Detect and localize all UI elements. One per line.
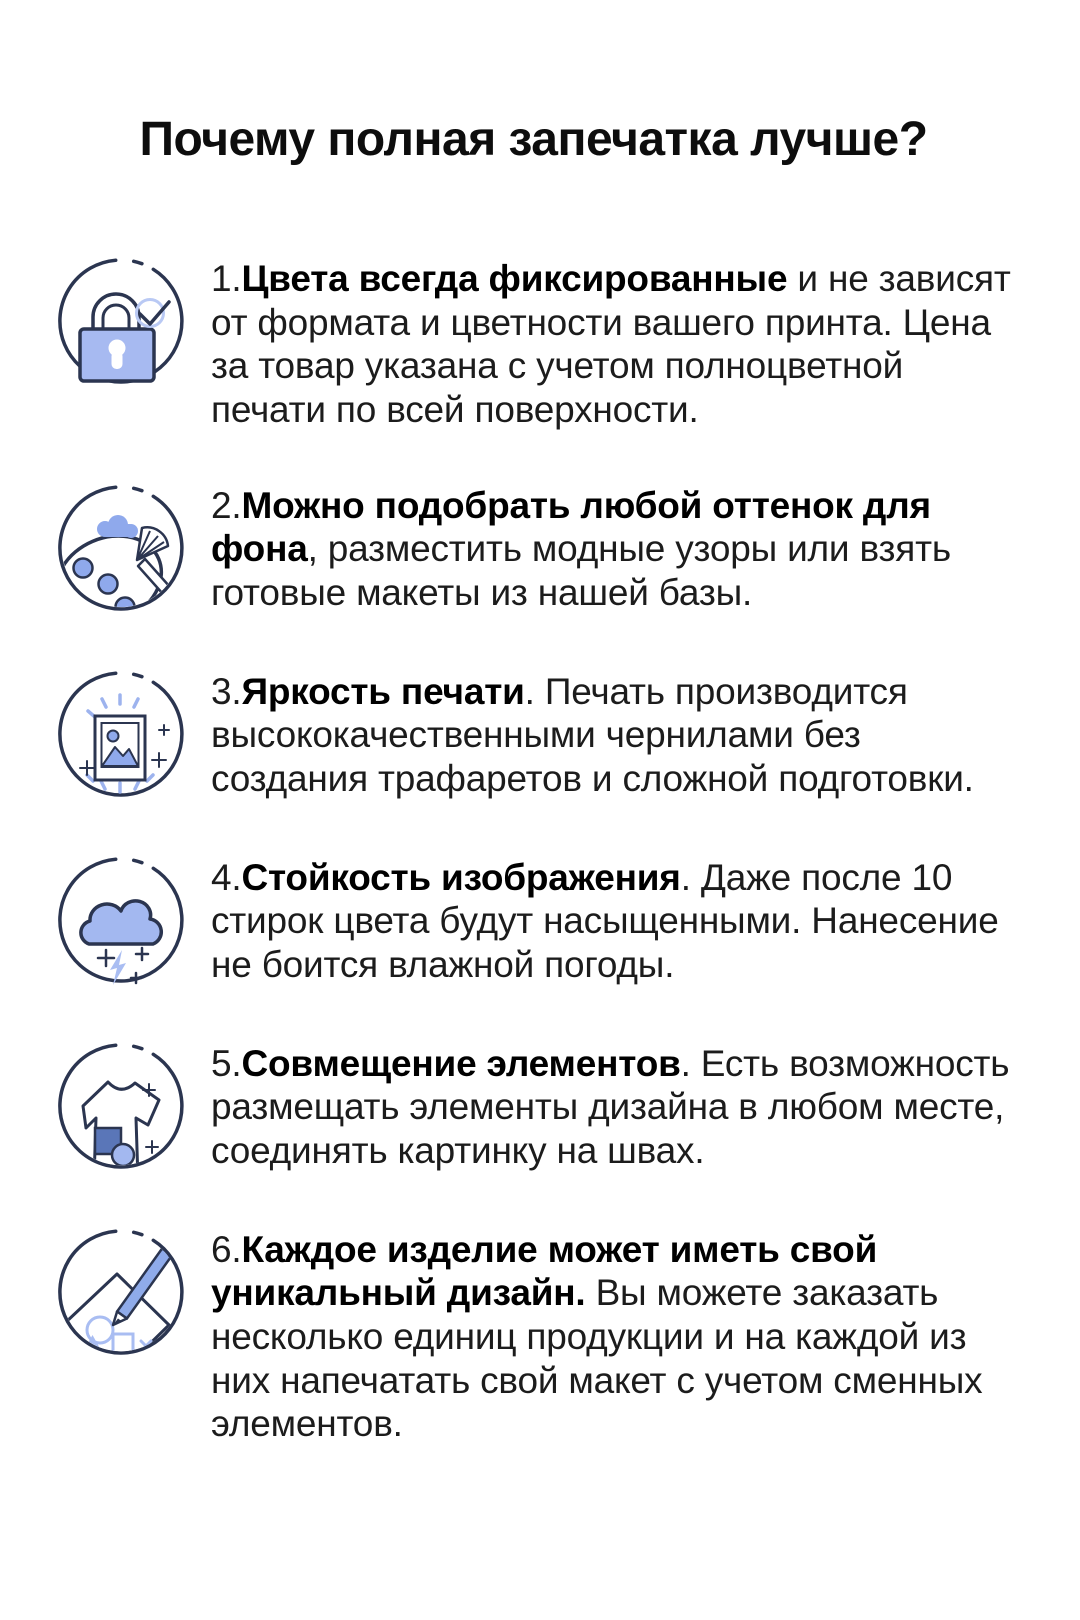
- benefit-text: [211, 482, 1012, 615]
- benefit-bold: Яркость печати: [241, 670, 525, 712]
- benefit-bold: Можно подобрать любой оттенок для фона: [211, 484, 931, 570]
- palette-brush-icon: [55, 482, 187, 618]
- benefit-number: 6.: [211, 1228, 242, 1270]
- benefit-text: [211, 255, 1012, 432]
- benefit-bold: Цвета всегда фиксированные: [241, 258, 788, 299]
- benefit-rest: , разместить модные узоры или взять готовые макеты из нашей базы.: [211, 528, 951, 613]
- benefit-number: 5.: [211, 1042, 242, 1084]
- benefit-item-6: [55, 1226, 1012, 1446]
- bright-image-icon: [55, 668, 187, 804]
- design-pencil-icon: [55, 1226, 187, 1362]
- benefit-item-3: [55, 668, 1012, 804]
- benefit-item-1: [55, 255, 1012, 432]
- benefit-rest: . Есть возможность размещать элементы дизайна в любом месте, соединять картинку на швах.: [211, 1042, 1010, 1171]
- benefit-item-2: [55, 482, 1012, 618]
- benefit-text: [211, 668, 1012, 801]
- benefit-number: 1.: [211, 258, 242, 299]
- benefit-text: [211, 854, 1012, 987]
- lock-check-icon: [55, 255, 187, 391]
- benefit-item-4: [55, 854, 1012, 990]
- benefit-text: [211, 1226, 1012, 1446]
- tshirt-print-icon: [55, 1040, 187, 1176]
- benefit-number: 3.: [211, 670, 242, 712]
- benefit-rest: Вы можете заказать несколько единиц продукции и на каждой из них напечатать свой макет с учетом сменных элементов.: [211, 1272, 983, 1445]
- benefit-number: 4.: [211, 856, 242, 898]
- benefit-item-5: [55, 1040, 1012, 1176]
- rain-cloud-icon: [55, 854, 187, 990]
- benefit-rest: и не зависят от формата и цветности вашего принта. Цена за товар указана с учетом полноцветной печати по всей поверхности.: [211, 258, 1011, 430]
- benefit-bold: Каждое изделие может иметь свой уникальный дизайн.: [211, 1228, 878, 1314]
- benefit-rest: . Даже после 10 стирок цвета будут насыщенными. Нанесение не боится влажной погоды.: [211, 856, 999, 985]
- benefit-rest: . Печать производится высококачественными чернилами без создания трафаретов и сложной подготовки.: [211, 670, 974, 799]
- benefit-text: [211, 1040, 1012, 1173]
- benefit-number: 2.: [211, 484, 242, 526]
- benefit-bold: Стойкость изображения: [241, 856, 681, 898]
- page-title: Почему полная запечатка лучше?: [139, 113, 928, 166]
- benefit-bold: Совмещение элементов: [241, 1042, 681, 1084]
